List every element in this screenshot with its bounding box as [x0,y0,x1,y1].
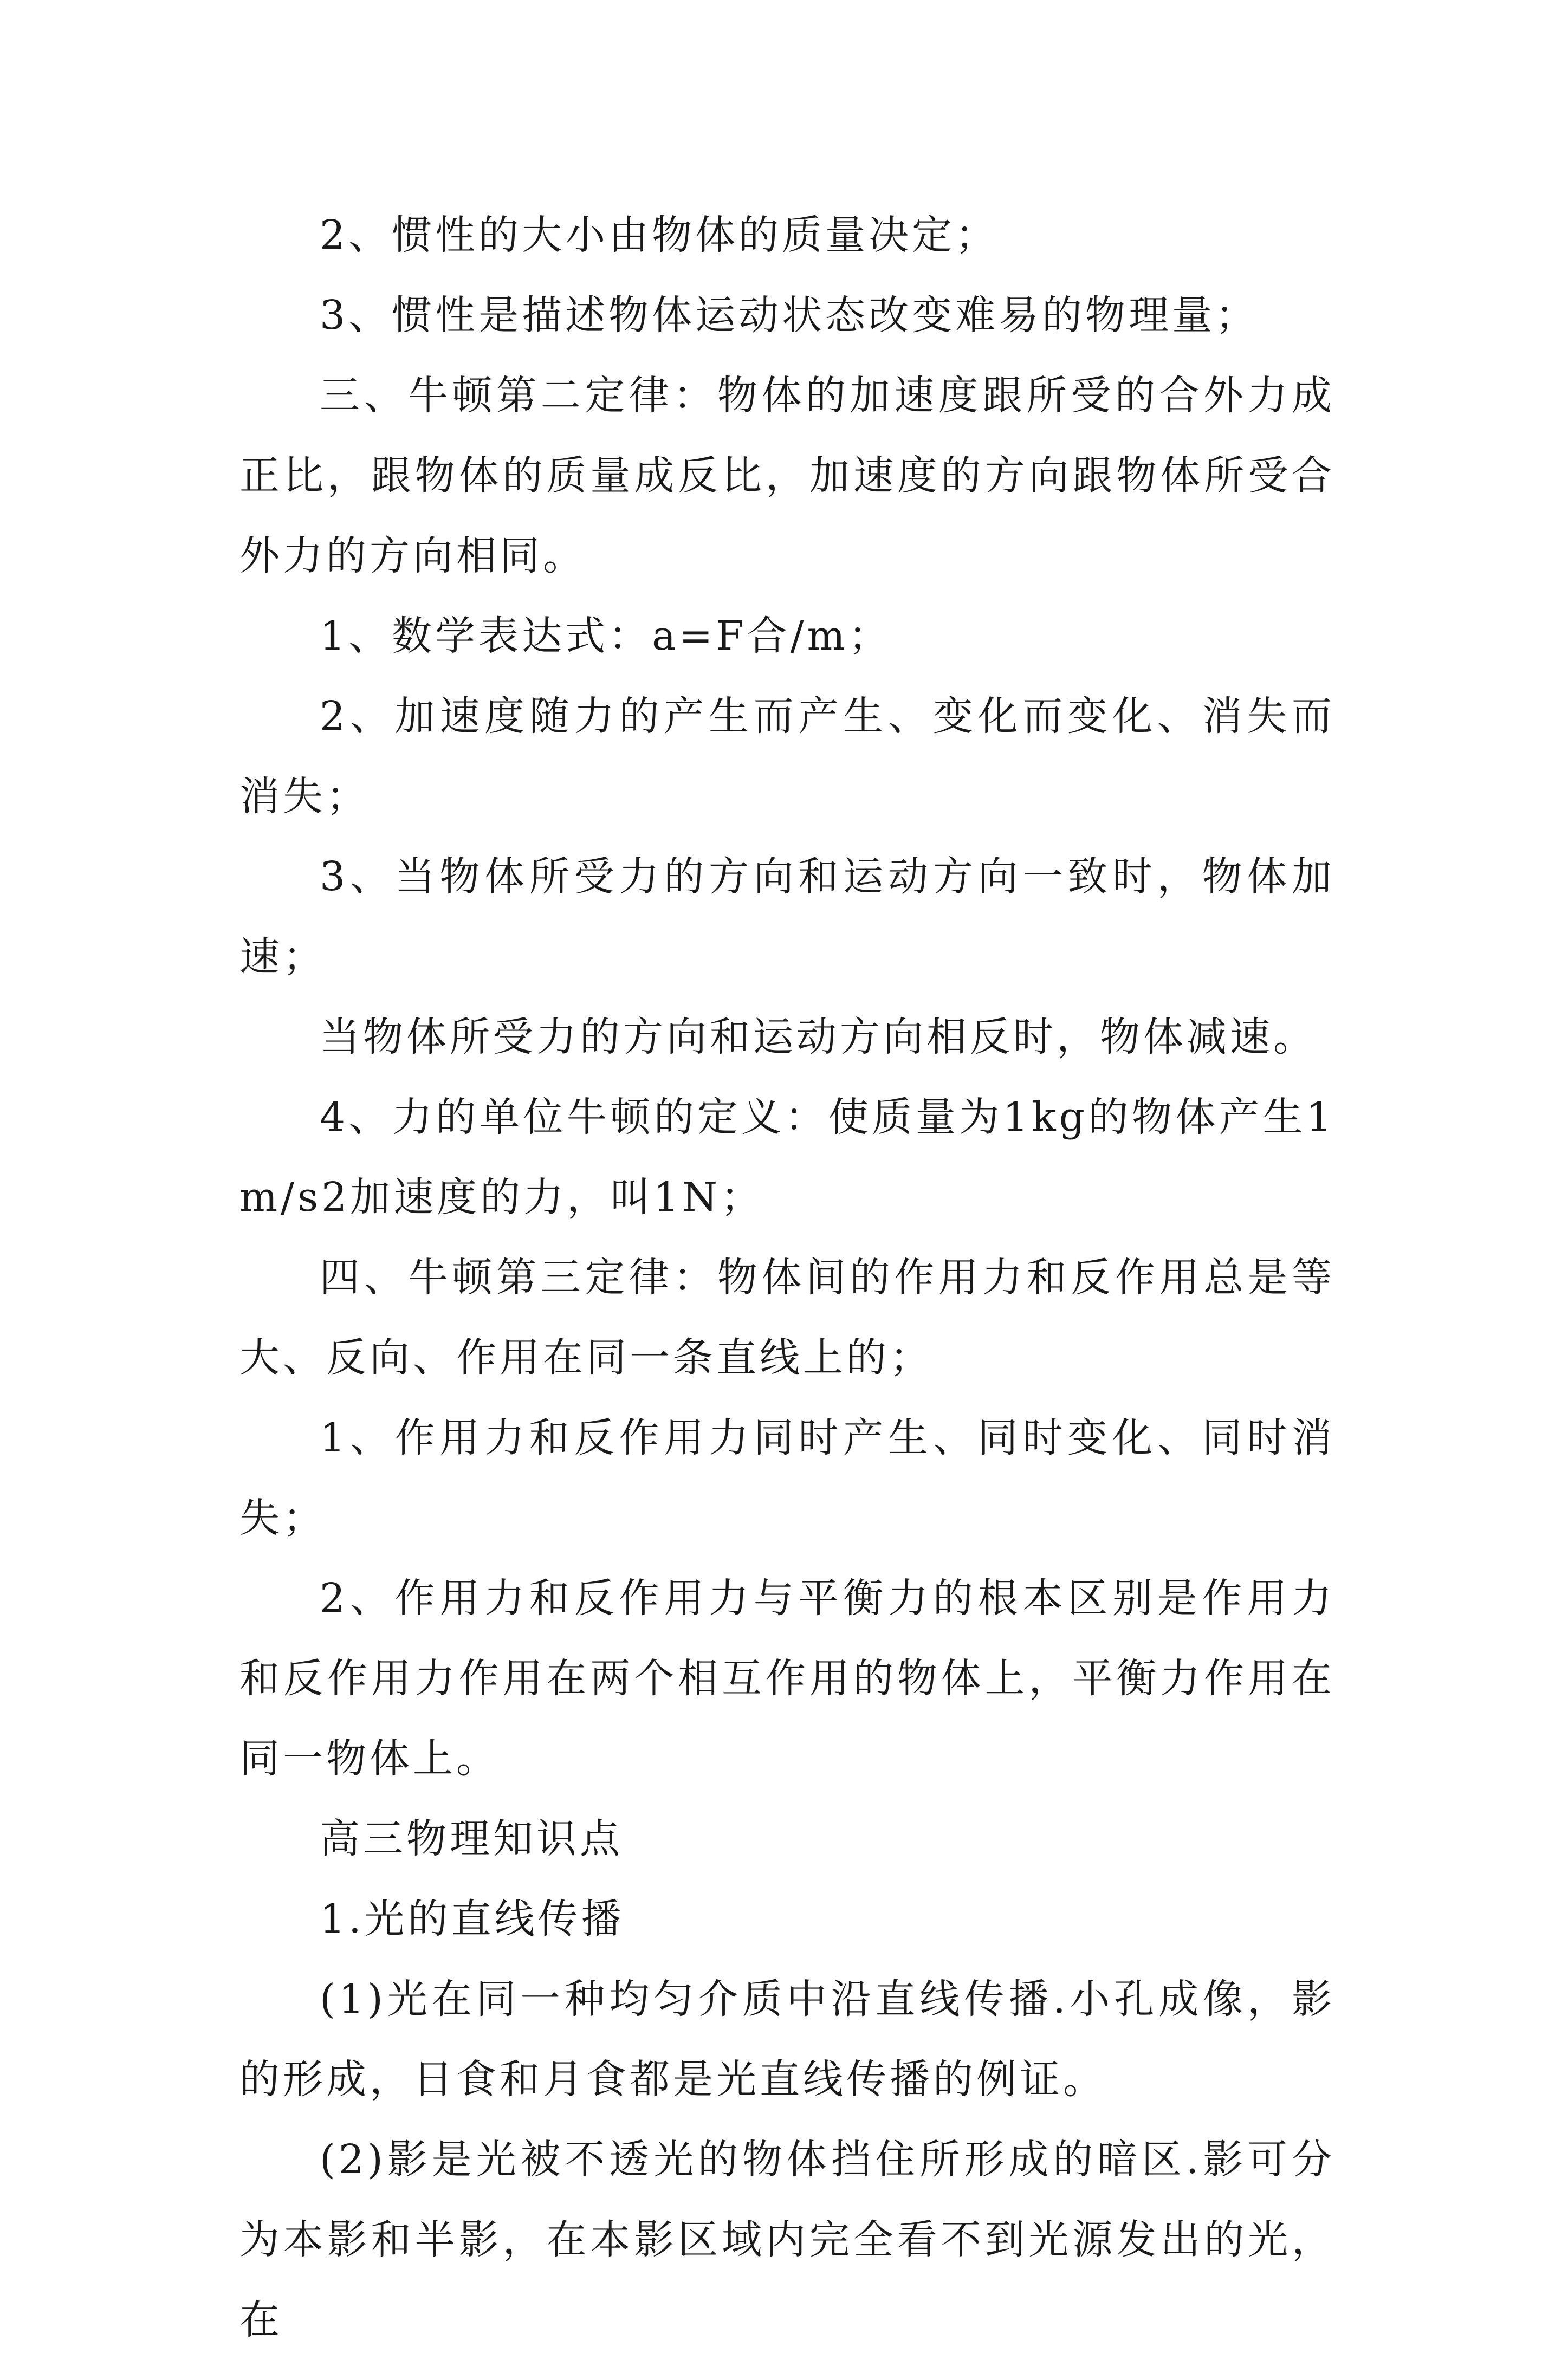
paragraph: 4、力的单位牛顿的定义：使质量为1kg的物体产生1m/s2加速度的力，叫1N； [239,1094,1335,1221]
paragraph: (1)光在同一种均匀介质中沿直线传播.小孔成像，影的形成，日食和月食都是光直线传播的例证。 [239,1976,1335,2103]
paragraph: 四、牛顿第三定律：物体间的作用力和反作用总是等大、反向、作用在同一条直线上的； [239,1254,1335,1381]
paragraph: 3、惯性是描述物体运动状态改变难易的物理量； [320,292,1259,339]
paragraph: 2、作用力和反作用力与平衡力的根本区别是作用力和反作用力作用在两个相互作用的物体上，平衡力作用在同一物体上。 [239,1575,1335,1782]
body-text [239,195,1335,2360]
paragraph: 三、牛顿第二定律：物体的加速度跟所受的合外力成正比，跟物体的质量成反比，加速度的方向跟物体所受合外力的方向相同。 [239,372,1335,579]
paragraph: 2、惯性的大小由物体的质量决定； [320,212,999,258]
paragraph: 3、当物体所受力的方向和运动方向一致时，物体加速； [239,853,1335,980]
subsection-heading: 1.光的直线传播 [320,1896,625,1942]
paragraph: 2、加速度随力的产生而产生、变化而变化、消失而消失； [239,693,1335,820]
paragraph: 当物体所受力的方向和运动方向相反时，物体减速。 [320,1014,1317,1060]
section-heading: 高三物理知识点 [320,1816,623,1862]
paragraph: (2)影是光被不透光的物体挡住所形成的暗区.影可分为本影和半影，在本影区域内完全看不到光源发出的光，在 [239,2136,1335,2343]
paragraph: 1、数学表达式：a=F合/m； [320,613,892,659]
paragraph: 1、作用力和反作用力同时产生、同时变化、同时消失； [239,1415,1335,1541]
